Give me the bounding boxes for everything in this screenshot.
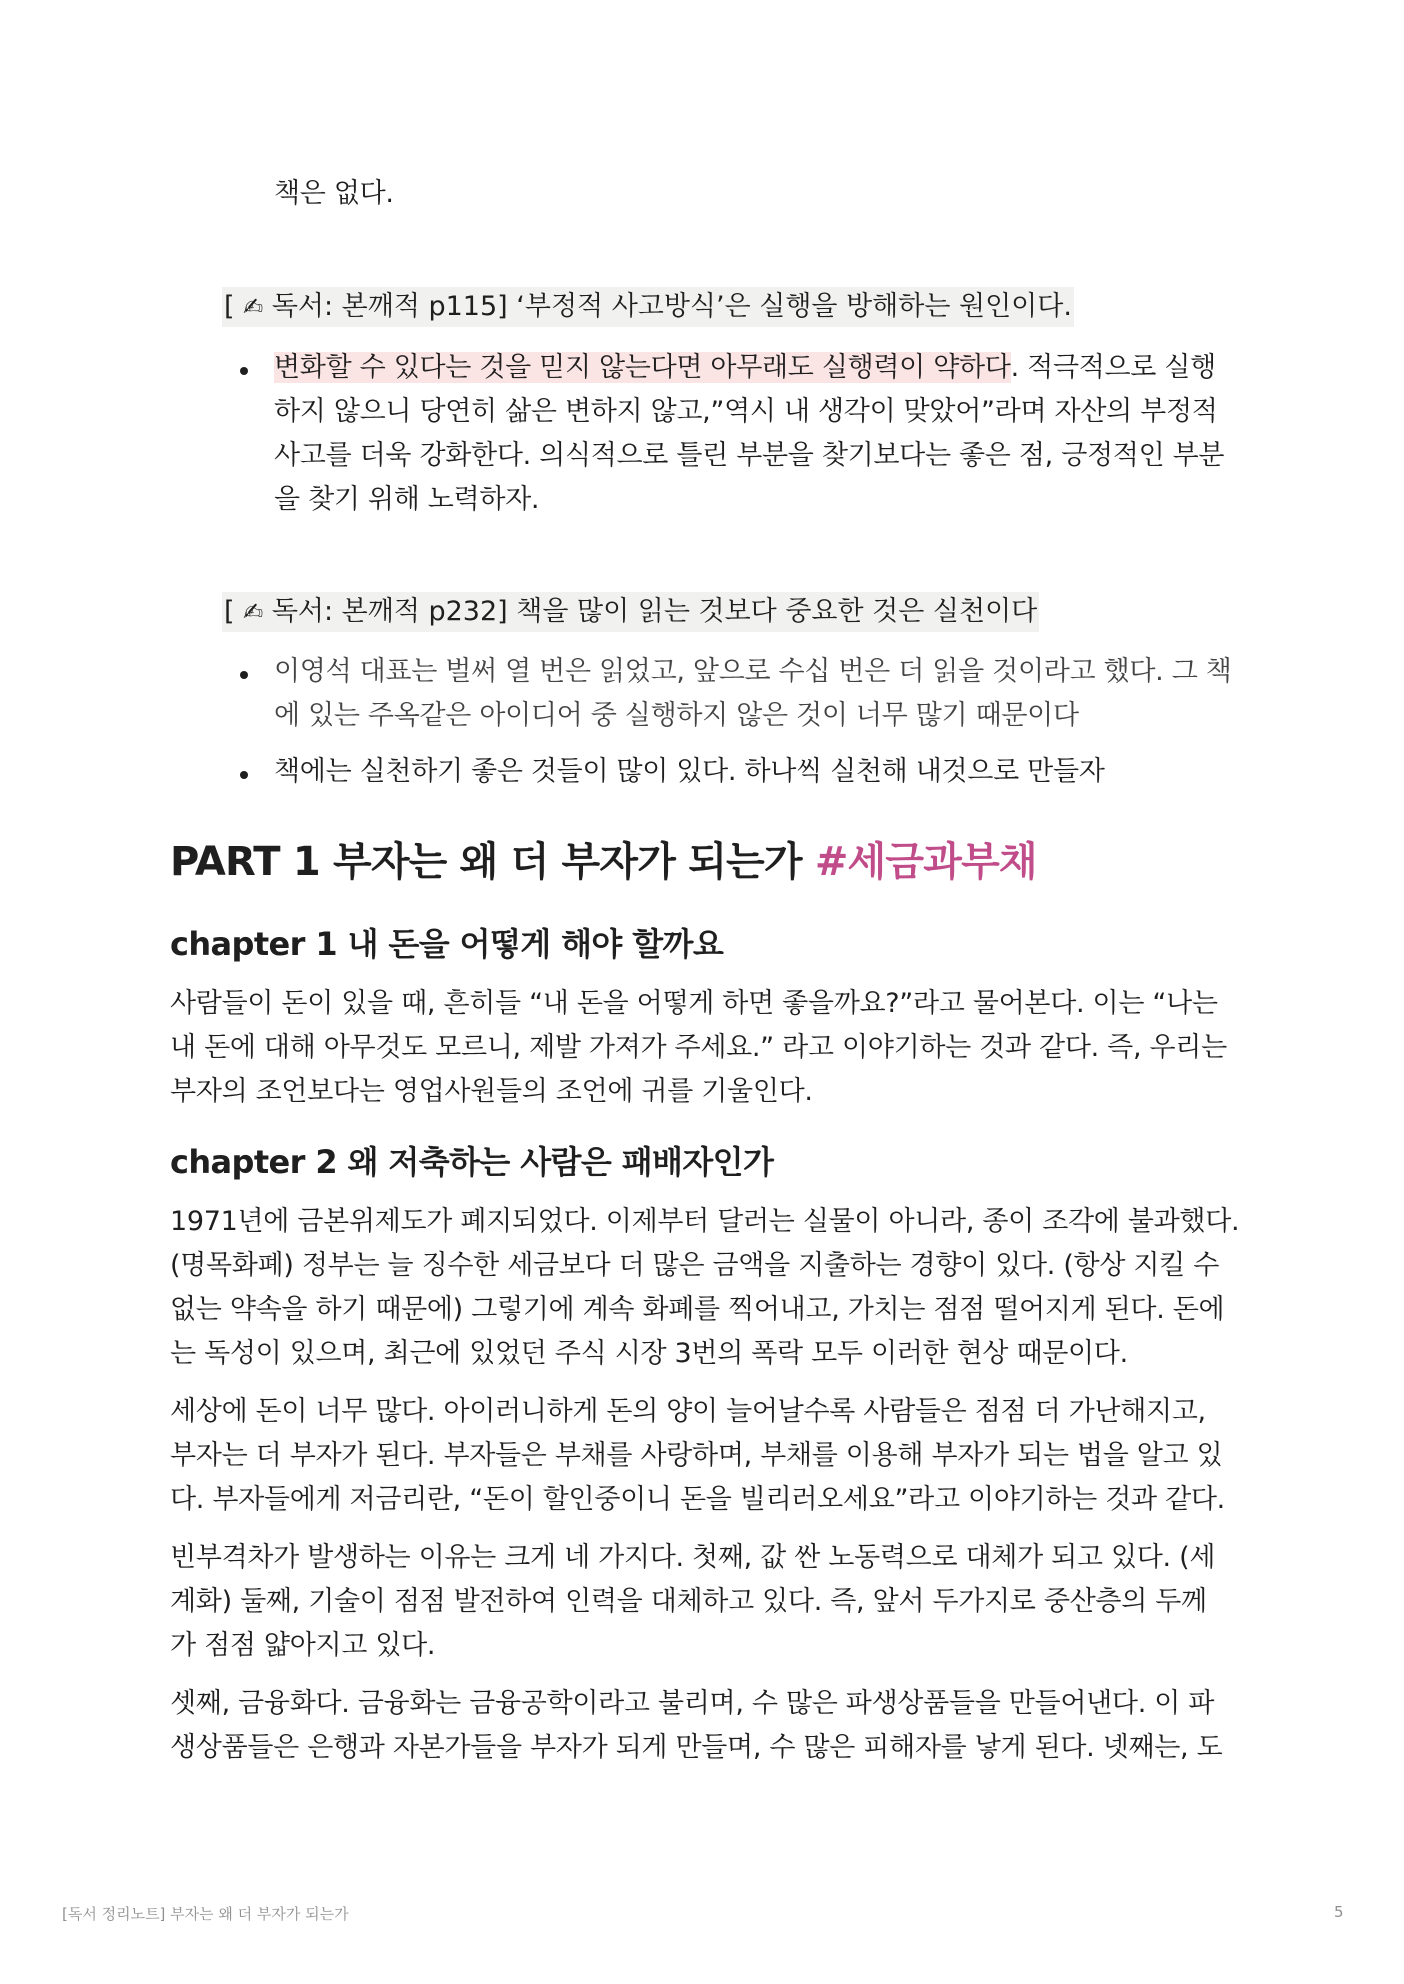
callout-text: 독서: 본깨적 p115] ‘부정적 사고방식’은 실행을 방해하는 원인이다. bbox=[263, 291, 1072, 322]
list-item bbox=[274, 346, 1216, 390]
bracket-text: [ bbox=[224, 291, 244, 322]
writing-hand-icon: ✍ bbox=[243, 598, 264, 626]
part-heading bbox=[170, 836, 1037, 888]
list-item-text: 사고를 더욱 강화한다. 의식적으로 틀린 부분을 찾기보다는 좋은 점, 긍정적인 부분 bbox=[274, 440, 1225, 471]
page-number: 5 bbox=[1334, 1903, 1344, 1921]
paragraph-line: 세상에 돈이 너무 많다. 아이러니하게 돈의 양이 늘어날수록 사람들은 점점 더 가난해지고, bbox=[170, 1396, 1206, 1427]
paragraph-line: 부자의 조언보다는 영업사원들의 조언에 귀를 기울인다. bbox=[170, 1076, 813, 1107]
callout-text: 독서: 본깨적 p232] 책을 많이 읽는 것보다 중요한 것은 실천이다 bbox=[263, 596, 1038, 627]
part-heading-text: PART 1 부자는 왜 더 부자가 되는가 bbox=[170, 839, 815, 885]
paragraph-line: 셋째, 금융화다. 금융화는 금융공학이라고 불리며, 수 많은 파생상품들을 만들어낸다. 이 파 bbox=[170, 1688, 1215, 1719]
paragraph-line: 가 점점 얇아지고 있다. bbox=[170, 1630, 436, 1661]
list-item-text: 책에는 실천하기 좋은 것들이 많이 있다. 하나씩 실천해 내것으로 만들자 bbox=[274, 756, 1105, 787]
paragraph-line: 는 독성이 있으며, 최근에 있었던 주식 시장 3번의 폭락 모두 이러한 현상 때문이다. bbox=[170, 1338, 1128, 1369]
writing-hand-icon: ✍ bbox=[243, 293, 264, 321]
list-item-text: 이영석 대표는 벌써 열 번은 읽었고, 앞으로 수십 번은 더 읽을 것이라고 했다. 그 책 bbox=[274, 656, 1232, 687]
list-item-text: . 적극적으로 실행 bbox=[1010, 352, 1216, 383]
hashtag: #세금과부채 bbox=[814, 839, 1037, 885]
bullet-icon bbox=[240, 671, 248, 679]
reading-note-callout bbox=[222, 287, 1074, 327]
paragraph-line: 내 돈에 대해 아무것도 모르니, 제발 가져가 주세요.” 라고 이야기하는 것과 같다. 즉, 우리는 bbox=[170, 1032, 1227, 1063]
chapter-heading: chapter 1 내 돈을 어떻게 해야 할까요 bbox=[170, 925, 724, 963]
bracket-text: [ bbox=[224, 596, 244, 627]
list-item-text: 을 찾기 위해 노력하자. bbox=[274, 484, 540, 515]
reading-note-callout bbox=[222, 592, 1039, 632]
paragraph-line: 계화) 둘째, 기술이 점점 발전하여 인력을 대체하고 있다. 즉, 앞서 두가지로 중산층의 두께 bbox=[170, 1586, 1207, 1617]
paragraph-line: 없는 약속을 하기 때문에) 그렇기에 계속 화폐를 찍어내고, 가치는 점점 떨어지게 된다. 돈에 bbox=[170, 1294, 1225, 1325]
paragraph-line: 빈부격차가 발생하는 이유는 크게 네 가지다. 첫째, 값 싼 노동력으로 대체가 되고 있다. (세 bbox=[170, 1542, 1216, 1573]
paragraph-line: 생상품들은 은행과 자본가들을 부자가 되게 만들며, 수 많은 피해자를 낳게 된다. 넷째는, 도 bbox=[170, 1732, 1223, 1763]
continuation-text: 책은 없다. bbox=[274, 178, 394, 209]
chapter-heading: chapter 2 왜 저축하는 사람은 패배자인가 bbox=[170, 1143, 774, 1181]
paragraph-line: (명목화폐) 정부는 늘 징수한 세금보다 더 많은 금액을 지출하는 경향이 있다. (항상 지킬 수 bbox=[170, 1250, 1220, 1281]
footer-title: [독서 정리노트] 부자는 왜 더 부자가 되는가 bbox=[62, 1905, 349, 1923]
highlighted-text: 변화할 수 있다는 것을 믿지 않는다면 아무래도 실행력이 약하다 bbox=[274, 352, 1011, 383]
paragraph-line: 부자는 더 부자가 된다. 부자들은 부채를 사랑하며, 부채를 이용해 부자가 되는 법을 알고 있 bbox=[170, 1440, 1223, 1471]
paragraph-line: 1971년에 금본위제도가 폐지되었다. 이제부터 달러는 실물이 아니라, 종이 조각에 불과했다. bbox=[170, 1206, 1240, 1237]
list-item-text: 에 있는 주옥같은 아이디어 중 실행하지 않은 것이 너무 많기 때문이다 bbox=[274, 700, 1079, 731]
bullet-icon bbox=[240, 367, 248, 375]
bullet-icon bbox=[240, 771, 248, 779]
paragraph-line: 다. 부자들에게 저금리란, “돈이 할인중이니 돈을 빌리러오세요”라고 이야기하는 것과 같다. bbox=[170, 1484, 1225, 1515]
list-item-text: 하지 않으니 당연히 삶은 변하지 않고,”역시 내 생각이 맞았어”라며 자산의 부정적 bbox=[274, 396, 1218, 427]
paragraph-line: 사람들이 돈이 있을 때, 흔히들 “내 돈을 어떻게 하면 좋을까요?”라고 물어본다. 이는 “나는 bbox=[170, 988, 1218, 1019]
